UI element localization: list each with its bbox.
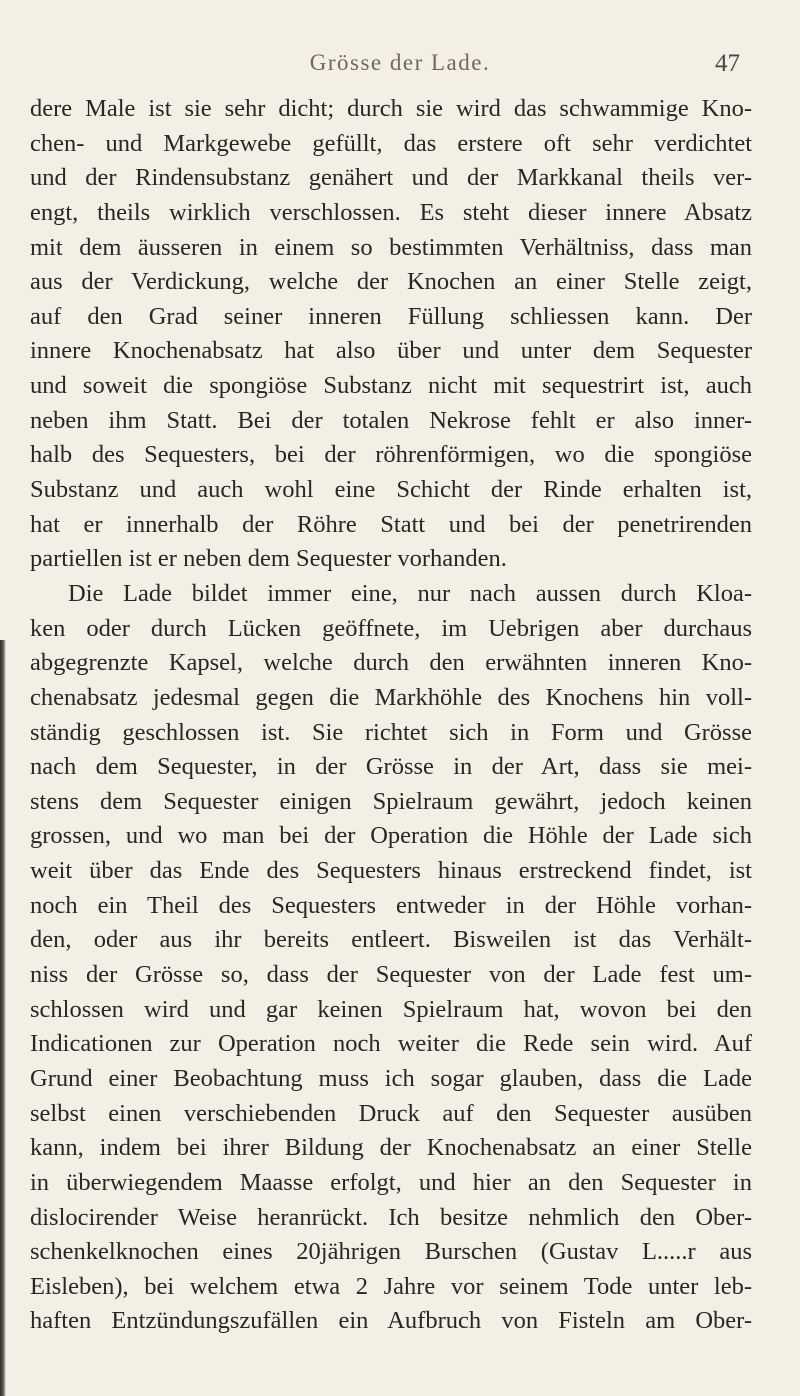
text-line: selbst einen verschiebenden Druck auf den Sequester ausüben <box>30 1099 752 1127</box>
text-line: nach dem Sequester, in der Grösse in der Art, dass sie mei- <box>30 753 752 781</box>
text-line: innere Knochenabsatz hat also über und unter dem Sequester <box>30 337 752 365</box>
text-line: chenabsatz jedesmal gegen die Markhöhle des Knochens hin voll- <box>30 683 752 711</box>
paragraph-1 <box>30 92 752 577</box>
text-line: haften Entzündungszufällen ein Aufbruch von Fisteln am Ober- <box>30 1307 752 1335</box>
text-line: neben ihm Statt. Bei der totalen Nekrose fehlt er also inner- <box>30 406 752 434</box>
running-head <box>60 50 740 90</box>
page-number: 47 <box>715 50 740 77</box>
paragraph-2 <box>30 577 752 1339</box>
text-line: partiellen ist er neben dem Sequester vorhanden. <box>30 545 507 573</box>
text-line: auf den Grad seiner inneren Füllung schliessen kann. Der <box>30 302 752 330</box>
text-line: Substanz und auch wohl eine Schicht der Rinde erhalten ist, <box>30 476 752 504</box>
text-line: Die Lade bildet immer eine, nur nach aussen durch Kloa- <box>68 579 752 607</box>
binding-edge-shadow <box>0 640 6 1396</box>
text-line: grossen, und wo man bei der Operation die Höhle der Lade sich <box>30 822 752 850</box>
text-line: und der Rindensubstanz genähert und der Markkanal theils ver- <box>30 164 752 192</box>
text-line: ständig geschlossen ist. Sie richtet sich in Form und Grösse <box>30 718 752 746</box>
body-text <box>30 92 752 1339</box>
text-line: Grund einer Beobachtung muss ich sogar glauben, dass die Lade <box>30 1064 752 1092</box>
text-line: dere Male ist sie sehr dicht; durch sie wird das schwammige Kno- <box>30 95 752 122</box>
running-head-title: Grösse der Lade. <box>309 50 491 75</box>
text-line: niss der Grösse so, dass der Sequester von der Lade fest um- <box>30 961 752 989</box>
text-line: kann, indem bei ihrer Bildung der Knochenabsatz an einer Stelle <box>30 1134 752 1162</box>
text-line: engt, theils wirklich verschlossen. Es steht dieser innere Absatz <box>30 198 752 226</box>
text-line: in überwiegendem Maasse erfolgt, und hier an den Sequester in <box>30 1168 752 1196</box>
text-line: weit über das Ende des Sequesters hinaus erstreckend findet, ist <box>30 857 752 885</box>
text-line: aus der Verdickung, welche der Knochen an einer Stelle zeigt, <box>30 268 752 296</box>
text-line: den, oder aus ihr bereits entleert. Bisweilen ist das Verhält- <box>30 926 752 954</box>
text-line: schlossen wird und gar keinen Spielraum hat, wovon bei den <box>30 995 752 1023</box>
text-line: halb des Sequesters, bei der röhrenförmigen, wo die spongiöse <box>30 441 752 469</box>
text-line: ken oder durch Lücken geöffnete, im Uebrigen aber durchaus <box>30 614 752 642</box>
text-line: mit dem äusseren in einem so bestimmten Verhältniss, dass man <box>30 233 752 261</box>
text-line: abgegrenzte Kapsel, welche durch den erwähnten inneren Kno- <box>30 649 752 677</box>
text-line: hat er innerhalb der Röhre Statt und bei der penetrirenden <box>30 510 752 538</box>
text-line: chen- und Markgewebe gefüllt, das erstere oft sehr verdichtet <box>30 129 752 157</box>
text-line: schenkelknochen eines 20jährigen Burschen (Gustav L.....r aus <box>30 1238 752 1266</box>
text-line: und soweit die spongiöse Substanz nicht mit sequestrirt ist, auch <box>30 372 752 400</box>
text-line: Eisleben), bei welchem etwa 2 Jahre vor seinem Tode unter leb- <box>30 1272 752 1300</box>
text-line: stens dem Sequester einigen Spielraum gewährt, jedoch keinen <box>30 787 752 815</box>
text-line: noch ein Theil des Sequesters entweder in der Höhle vorhan- <box>30 891 752 919</box>
text-line: Indicationen zur Operation noch weiter die Rede sein wird. Auf <box>30 1030 752 1058</box>
text-line: dislocirender Weise heranrückt. Ich besitze nehmlich den Ober- <box>30 1203 752 1231</box>
